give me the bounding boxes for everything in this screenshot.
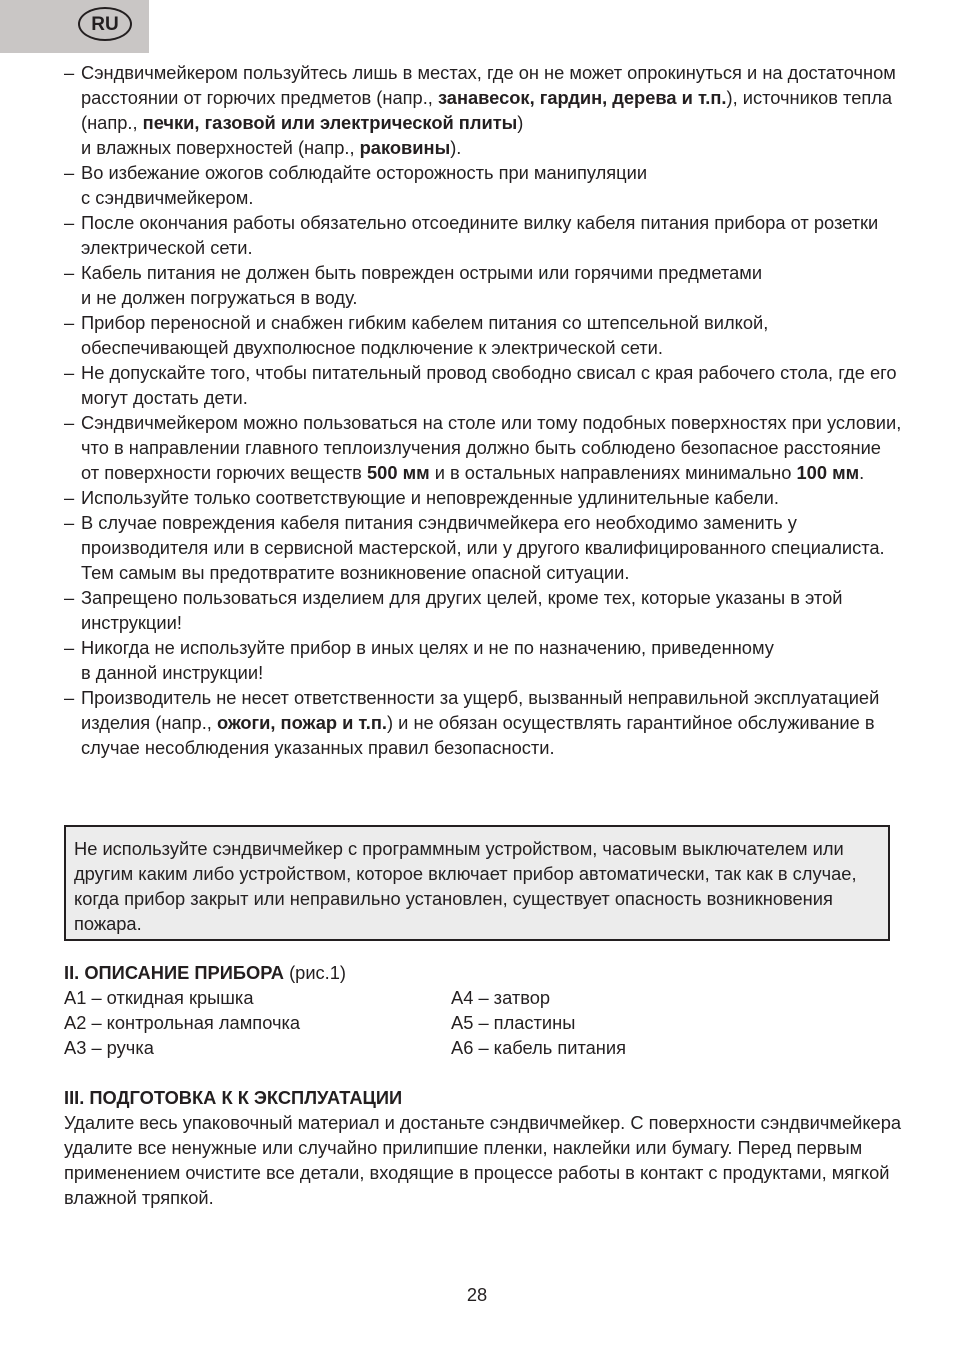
bullet-dash: – (64, 312, 75, 333)
bold-text: 500 мм (366, 462, 430, 483)
text-run: . (859, 462, 865, 483)
list-item (64, 510, 904, 585)
list-item (64, 210, 904, 260)
list-item (64, 635, 904, 685)
text-run: и в остальных направлениях минимально (429, 462, 797, 483)
section-3-body: Удалите весь упаковочный материал и достаньте сэндвичмейкер. С поверхности сэндвичмейкера удалите все ненужные или случайно прилипшие пленки, наклейки или бумагу. Перед первым применением очистите все детали, входящие в процессе работы в контакт с продуктами, мягкой влажной тряпкой. (64, 1112, 902, 1208)
text-run: в данной инструкции! (81, 662, 264, 683)
parts-list-right (451, 985, 626, 1060)
safety-instructions-list (64, 60, 904, 760)
list-item (64, 60, 904, 160)
section-2-heading (64, 960, 346, 985)
bullet-dash: – (64, 587, 75, 608)
text-run: Никогда не используйте прибор в иных целях и не по назначению, приведенному (81, 637, 774, 658)
text-run: Во избежание ожогов соблюдайте осторожность при манипуляции (81, 162, 648, 183)
bullet-dash: – (64, 162, 75, 183)
bold-text: печки, газовой или электрической плиты (142, 112, 518, 133)
language-badge: RU (78, 7, 132, 41)
list-item (64, 485, 904, 510)
part-item: A3 – ручка (64, 1037, 154, 1058)
text-run: и не должен погружаться в воду. (81, 287, 358, 308)
text-run: Производитель не несет ответственности за ущерб, вызванный неправильной эксплуатацией изделия (напр., (81, 687, 880, 733)
text-run: Сэндвичмейкером можно пользоваться на столе или тому подобных поверхностях при условии, что в направлении главного теплоизлучения должно быть соблюдено безопасное расстояние от поверхности горючих веществ (81, 412, 902, 483)
section-3-title: III. ПОДГОТОВКА К К ЭКСПЛУАТАЦИИ (64, 1087, 403, 1108)
text-run: ), источников тепла (напр., (81, 87, 893, 133)
bold-text: ожоги, пожар и т.п. (216, 712, 387, 733)
section-2-figure-ref: (рис.1) (284, 962, 347, 983)
text-run: Не допускайте того, чтобы питательный провод свободно свисал с края рабочего стола, где его могут достать дети. (81, 362, 897, 408)
list-item (64, 410, 904, 485)
bullet-dash: – (64, 687, 75, 708)
bullet-dash: – (64, 62, 75, 83)
bullet-dash: – (64, 487, 75, 508)
text-run: ). (450, 137, 462, 158)
part-item: A2 – контрольная лампочка (64, 1012, 301, 1033)
part-item: A4 – затвор (451, 987, 551, 1008)
bullet-dash: – (64, 512, 75, 533)
text-run: В случае повреждения кабеля питания сэндвичмейкера его необходимо заменить у производителя или в сервисной мастерской, или у другого квалифицированного специалиста. Тем самым вы предотвратите возникновение опасной ситуации. (81, 512, 885, 583)
fire-warning-box: Не используйте сэндвичмейкер с программным устройством, часовым выключателем или другим каким либо устройством, которое включает прибор автоматически, так как в случае, когда прибор закрыт или неправильно установлен, существует опасность возникновения пожара. (64, 825, 890, 941)
list-item (64, 685, 904, 760)
parts-list-left (64, 985, 300, 1060)
text-run: Запрещено пользоваться изделием для других целей, кроме тех, которые указаны в этой инструкции! (81, 587, 843, 633)
bullet-dash: – (64, 637, 75, 658)
text-run: и влажных поверхностей (напр., (81, 137, 360, 158)
language-tab (0, 0, 149, 53)
bold-text: 100 мм (796, 462, 860, 483)
part-item: A1 – откидная крышка (64, 987, 254, 1008)
text-run: с сэндвичмейкером. (81, 187, 254, 208)
bullet-dash: – (64, 412, 75, 433)
part-item: A5 – пластины (451, 1012, 576, 1033)
text-run: Используйте только соответствующие и неповрежденные удлинительные кабели. (81, 487, 779, 508)
text-run: Прибор переносной и снабжен гибким кабелем питания со штепсельной вилкой, обеспечивающей двухполюсное подключение к электрической сети. (81, 312, 769, 358)
text-run: Кабель питания не должен быть поврежден острыми или горячими предметами (81, 262, 763, 283)
bold-text: занавесок, гардин, дерева и т.п. (437, 87, 727, 108)
page-number: 28 (466, 1284, 488, 1305)
bullet-dash: – (64, 262, 75, 283)
bold-text: раковины (359, 137, 451, 158)
list-item (64, 310, 904, 360)
list-item (64, 160, 904, 210)
part-item: A6 – кабель питания (451, 1037, 627, 1058)
bullet-dash: – (64, 362, 75, 383)
list-item (64, 260, 904, 310)
text-run: После окончания работы обязательно отсоедините вилку кабеля питания прибора от розетки электрической сети. (81, 212, 879, 258)
list-item (64, 585, 904, 635)
text-run: ) и не обязан осуществлять гарантийное обслуживание в случае несоблюдения указанных правил безопасности. (81, 712, 875, 758)
bullet-dash: – (64, 212, 75, 233)
list-item (64, 360, 904, 410)
text-run: ) (517, 112, 524, 133)
text-run: Сэндвичмейкером пользуйтесь лишь в местах, где он не может опрокинуться и на достаточном расстоянии от горючих предметов (напр., (81, 62, 896, 108)
section-2-title: II. ОПИСАНИЕ ПРИБОРА (64, 962, 284, 983)
